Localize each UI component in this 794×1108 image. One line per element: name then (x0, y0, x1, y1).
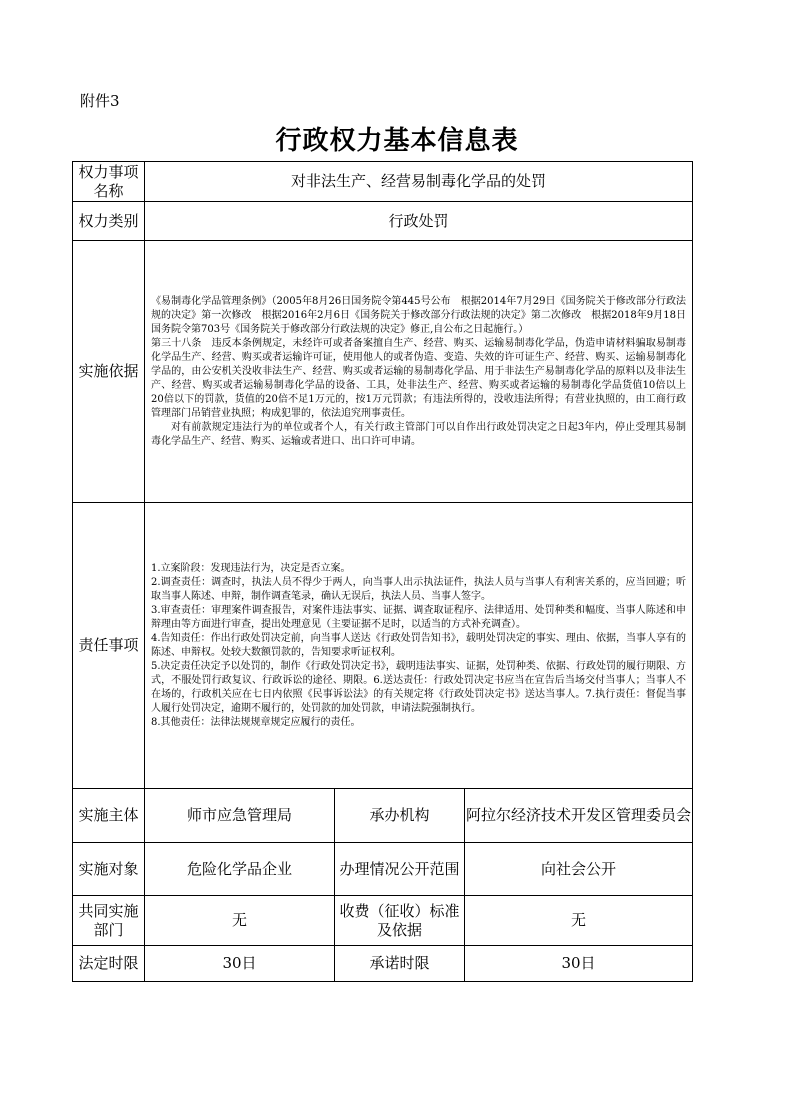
document-title: 行政权力基本信息表 (275, 126, 519, 156)
row-joint (73, 896, 693, 946)
disclosure-value: 向社会公开 (465, 843, 693, 896)
joint-value: 无 (145, 896, 335, 946)
info-table (72, 161, 693, 982)
row-time-limit (73, 946, 693, 982)
target-label: 实施对象 (73, 843, 145, 896)
basis-paragraph: 对有前款规定违法行为的单位或者个人，有关行政主管部门可以自作出行政处罚决定之日起3年内，停止受理其易制毒化学品生产、经营、购买、运输或者进口、出口许可申请。 (151, 421, 687, 447)
legal-time-label: 法定时限 (73, 946, 145, 982)
legal-time-value: 30日 (145, 946, 335, 982)
duty-paragraph: 3.审查责任：审理案件调查报告，对案件违法事实、证据、调查取证程序、法律适用、处罚种类和幅度、当事人陈述和申辩理由等方面进行审查，提出处理意见（主要证据不足时，以适当的方式补充调查）。 (151, 604, 687, 630)
promise-time-value: 30日 (465, 946, 693, 982)
duty-label: 责任事项 (73, 503, 145, 789)
basis-content (145, 241, 693, 503)
attachment-label: 附件3 (80, 92, 120, 110)
basis-paragraph: 《易制毒化学品管理条例》（2005年8月26日国务院令第445号公布 根据2014年7月29日《国务院关于修改部分行政法规的决定》第一次修改 根据2016年2月6日《国务院关于修改部分行政法规的决定》第二次修改 根据2018年9月18日国务院令第703号《国务院关于修改部分行政法规的决定》修正,自公布之日起施行。） (151, 295, 687, 335)
org-label: 承办机构 (335, 789, 465, 843)
row-power-name (73, 162, 693, 202)
basis-label: 实施依据 (73, 241, 145, 503)
subject-label: 实施主体 (73, 789, 145, 843)
duty-paragraph: 1.立案阶段：发现违法行为，决定是否立案。 (151, 562, 351, 574)
fee-label: 收费（征收）标准及依据 (335, 896, 465, 946)
promise-time-label: 承诺时限 (335, 946, 465, 982)
duty-paragraph: 4.告知责任：作出行政处罚决定前，向当事人送达《行政处罚告知书》，载明处罚决定的事实、理由、依据，当事人享有的陈述、申辩权。处较大数额罚款的，告知要求听证权利。 (151, 632, 687, 658)
power-name-value: 对非法生产、经营易制毒化学品的处罚 (145, 162, 693, 202)
row-power-type (73, 202, 693, 241)
joint-label: 共同实施部门 (73, 896, 145, 946)
duty-paragraph: 5.决定责任决定予以处罚的，制作《行政处罚决定书》，载明违法事实、证据，处罚种类、依据、行政处罚的履行期限、方式，不服处罚行政复议、行政诉讼的途径、期限。6.送达责任：行政处罚决定书应当在宣告后当场交付当事人；当事人不在场的，行政机关应在七日内依照《民事诉讼法》的有关规定将《行政处罚决定书》送达当事人。7.执行责任：督促当事人履行处罚决定，逾期不履行的，处罚款的加处罚款，申请法院强制执行。 (151, 660, 687, 714)
org-value: 阿拉尔经济技术开发区管理委员会 (465, 789, 693, 843)
duty-paragraph: 2.调查责任：调查时，执法人员不得少于两人，向当事人出示执法证件，执法人员与当事人有利害关系的，应当回避；听取当事人陈述、申辩，制作调查笔录，确认无误后，执法人员、当事人签字。 (151, 576, 687, 602)
row-basis (73, 241, 693, 503)
duty-paragraph: 8.其他责任：法律法规规章规定应履行的责任。 (151, 716, 361, 728)
fee-value: 无 (465, 896, 693, 946)
disclosure-label: 办理情况公开范围 (335, 843, 465, 896)
subject-value: 师市应急管理局 (145, 789, 335, 843)
row-duty (73, 503, 693, 789)
power-name-label: 权力事项名称 (73, 162, 145, 202)
target-value: 危险化学品企业 (145, 843, 335, 896)
power-type-label: 权力类别 (73, 202, 145, 241)
row-target (73, 843, 693, 896)
basis-paragraph: 第三十八条 违反本条例规定，未经许可或者备案擅自生产、经营、购买、运输易制毒化学品，伪造申请材料骗取易制毒化学品生产、经营、购买或者运输许可证，使用他人的或者伪造、变造、失效的许可证生产、经营、购买、运输易制毒化学品的，由公安机关没收非法生产、经营、购买或者运输的易制毒化学品、用于非法生产易制毒化学品的原料以及非法生产、经营、购买或者运输易制毒化学品的设备、工具，处非法生产、经营、购买或者运输的易制毒化学品货值10倍以上20倍以下的罚款，货值的20倍不足1万元的，按1万元罚款；有违法所得的，没收违法所得；有营业执照的，由工商行政管理部门吊销营业执照；构成犯罪的，依法追究刑事责任。 (151, 337, 687, 419)
duty-content (145, 503, 693, 789)
power-type-value: 行政处罚 (145, 202, 693, 241)
row-subject (73, 789, 693, 843)
